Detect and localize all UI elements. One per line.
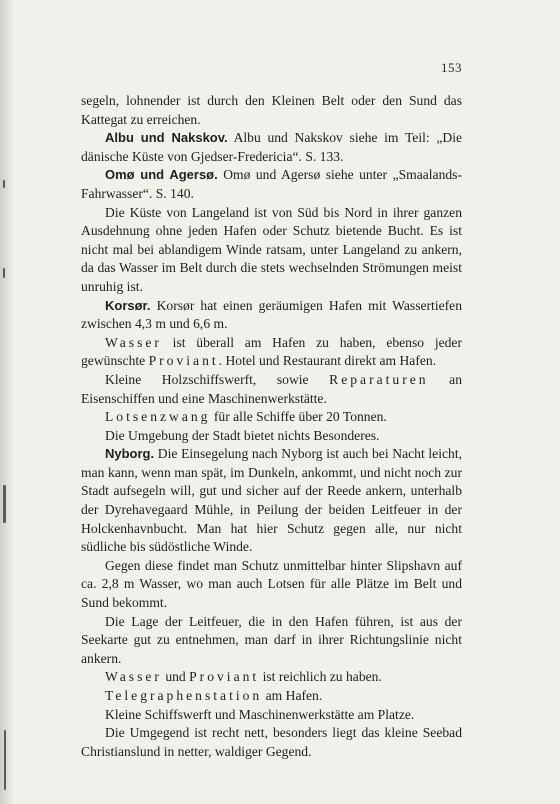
spaced-term: Reparaturen [329, 371, 429, 387]
spaced-term: Proviant [189, 669, 260, 685]
text-run: segeln, lohnender ist durch den Kleinen Belt oder den Sund das Kattegat zu erreichen. [81, 93, 462, 127]
paragraph [81, 613, 462, 669]
paragraph [81, 166, 462, 203]
text-run: Omø und Agersø siehe unter „Smaalands-Fahrwasser“. S. 140. [81, 167, 462, 201]
text-run: ist reichlich zu haben. [259, 669, 382, 685]
paragraph [81, 427, 462, 446]
paragraph [81, 297, 462, 334]
paragraph [81, 668, 462, 687]
section-heading: Nyborg. [105, 446, 155, 462]
text-run: . Hotel und Restaurant direkt am Hafen. [218, 353, 437, 369]
paragraph [81, 129, 462, 166]
paragraph [81, 445, 462, 557]
text-run: an Eisenschiffen und eine Maschinenwerkstätte. [81, 371, 462, 406]
text-run: am Hafen. [262, 688, 323, 703]
paragraph [81, 92, 462, 129]
text-run: Die Lage der Leitfeuer, die in den Hafen führen, ist aus der Seekarte gut zu entnehmen, man darf in ihrer Richtungslinie nicht ankern. [81, 613, 462, 666]
text-run: Korsør hat einen geräumigen Hafen mit Wassertiefen zwischen 4,3 m und 6,6 m. [81, 297, 462, 332]
text-run: ist überall am Hafen zu haben, ebenso jeder gewünschte [81, 334, 462, 369]
text-run: Kleine Holzschiffswerft, sowie [105, 371, 330, 387]
ink-mark [4, 730, 6, 790]
ink-mark [3, 180, 5, 188]
body-text [81, 92, 462, 761]
text-run: für alle Schiffe über 20 Tonnen. [210, 409, 387, 425]
text-run: Die Umgegend ist recht nett, besonders liegt das kleine Seebad Christianslund in netter, waldiger Gegend. [81, 725, 462, 759]
paragraph [81, 408, 462, 427]
paragraph [81, 334, 462, 371]
text-run: und [161, 669, 190, 685]
spaced-term: Wasser [105, 669, 162, 685]
text-run: Die Einsegelung nach Nyborg ist auch bei Nacht leicht, man kann, wenn man spät, im Dunkeln, ankommt, und nicht noch zur Stadt aufsegeln will, gut und sicher auf der Reede ankern, unterhalb der Dyrehavegaard Mühle, in Peilung der beiden Leitfeuer in der Holckenhavnbucht. Man hat hier Schutz gegen alle, nur nicht südliche bis südöstliche Winde. [81, 446, 462, 555]
spaced-term: Telegraphenstation [105, 688, 263, 703]
text-run: Die Umgebung der Stadt bietet nichts Besonderes. [105, 427, 380, 443]
ink-mark [3, 485, 6, 523]
text-run: Die Küste von Langeland ist von Süd bis Nord in ihrer ganzen Ausdehnung ohne jeden Hafen oder Schutz bietende Bucht. Es ist nicht mal bei ablandigem Winde ratsam, unter Langeland zu ankern, da das Wasser im Belt durch die stets wechselnden Strömungen meist unruhig ist. [81, 204, 462, 294]
text-run: Gegen diese findet man Schutz unmittelbar hinter Slipshavn auf ca. 2,8 m Wasser, wo man auch Lotsen für alle Plätze im Belt und Sund bekommt. [81, 557, 462, 611]
spaced-term: Lotsenzwang [105, 409, 211, 425]
paragraph [81, 724, 462, 761]
paragraph [81, 204, 462, 297]
page-number: 153 [441, 60, 462, 75]
section-heading: Korsør. [105, 297, 151, 313]
spaced-term: Wasser [105, 334, 162, 350]
paragraph [81, 371, 462, 408]
spaced-term: Proviant [148, 353, 219, 369]
section-heading: Omø und Agersø. [105, 167, 218, 183]
text-run: Albu und Nakskov siehe im Teil: „Die dänische Küste von Gjedser-Fredericia“. S. 133. [81, 130, 463, 164]
paragraph [81, 706, 462, 725]
ink-mark [3, 268, 5, 278]
paragraph [81, 687, 462, 706]
page-gutter-shadow [0, 0, 14, 804]
text-run: Kleine Schiffswerft und Maschinenwerkstätte am Platze. [105, 706, 415, 722]
section-heading: Albu und Nakskov. [105, 130, 228, 146]
paragraph [81, 557, 462, 613]
